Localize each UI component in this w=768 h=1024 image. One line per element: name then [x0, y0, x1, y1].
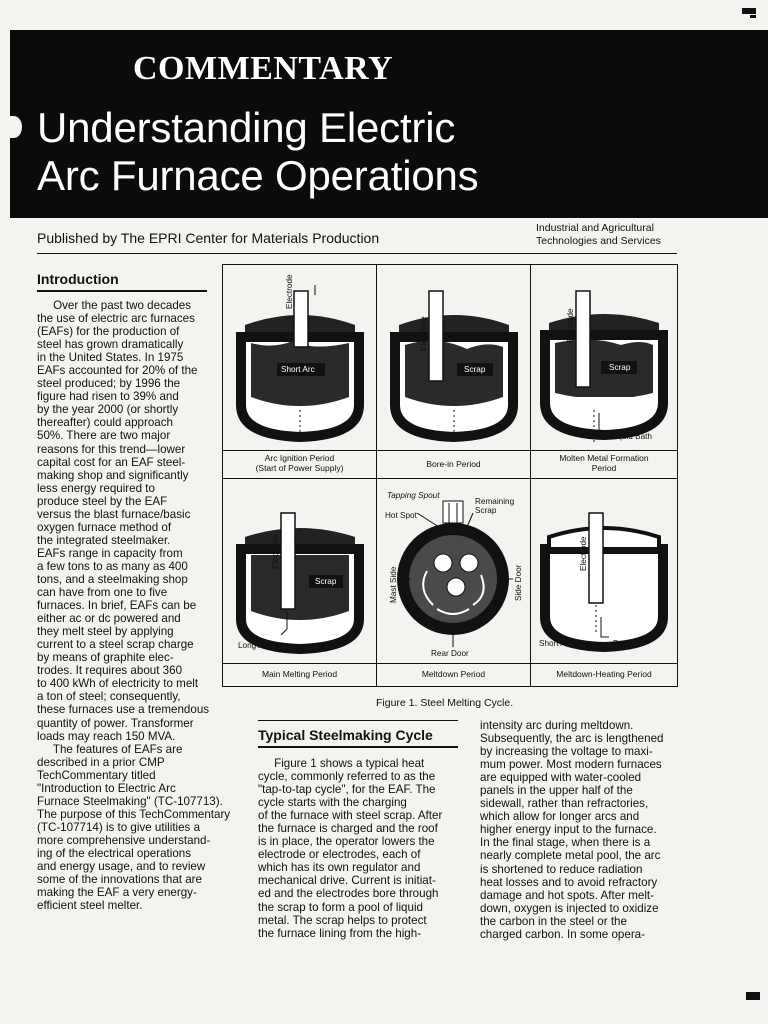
division-name: [536, 222, 661, 248]
panel-6-caption: Meltdown-Heating Period: [556, 669, 652, 679]
figure-panel-arc-ignition: [223, 265, 377, 479]
panel-1-short-arc-label: Short Arc: [281, 365, 315, 374]
panel-2-caption: Bore-in Period: [426, 459, 481, 469]
figure-panel-meltdown: [377, 479, 531, 686]
panel-6-caption-rule: [531, 663, 677, 664]
division-line-1: Industrial and Agricultural: [536, 222, 654, 234]
title-banner: [10, 30, 768, 218]
introduction-text: Over the past two decades the use of electric arc furnaces (EAFs) for the production of steel has grown dramatically in the United States. In 1975 EAFs accounted for 20% of the steel produced; by 1996 the figure had risen to 39% and by the year 2000 (or shortly thereafter) could approach 50%. There are two major reasons for this trend—lower capital cost for an EAF steel- making shop and significantly less energy required to produce steel by the EAF versus the blast furnace/basic oxygen furnace method of the integrated steelmaker. EAFs range in capacity from a few tons to as many as 400 tons, and a steelmaking shop can have from one to five furnaces. In brief, EAFs can be either ac or dc powered and they melt steel by applying current to a steel scrap charge by means of graphite elec- trodes. It requires about 360 to 400 kWh of electricity to melt a ton of steel; consequently, these furnaces use a tremendous quantity of power. Transformer loads may reach 150 MVA. The features of EAFs are described in a prior CMP TechCommentary titled "Introduction to Electric Arc Furnace Steelmaking" (TC-107713). The purpose of this TechCommentary (TC-107714) is to give utilities a more comprehensive understand- ing of the electrical operations and energy usage, and to review some of the innovations that are making the EAF a very energy- efficient steel melter.: [37, 299, 231, 913]
title-line-2: Arc Furnace Operations: [37, 152, 479, 199]
registration-mark-top-small: [750, 15, 756, 18]
panel-3-scrap-label: Scrap: [609, 363, 631, 372]
typical-cycle-top-rule: [258, 720, 458, 721]
figure-panel-molten-metal: [531, 265, 677, 479]
panel-4-long-arc-label: Long Arc: [238, 641, 271, 650]
panel-3-electrode-label: Electrode: [566, 308, 575, 343]
furnace-diagram-3: [531, 265, 677, 479]
figure-panel-meltdown-heating: [531, 479, 677, 686]
panel-5-rear-door-label: Rear Door: [431, 649, 469, 658]
panel-5-caption: Meltdown Period: [421, 669, 486, 679]
typical-cycle-text-col3: intensity arc during meltdown. Subsequently, the arc is lengthened by increasing the voltage to maxi- mum power. Most modern furnaces are equipped with water-cooled panels in the upper half of the sidewall, rather than refractories, which allow for longer arcs and higher energy input to the furnace. In the final stage, when there is a nearly complete metal pool, the arc is shortened to reduce radiation heat losses and to avoid refractory damage and hot spots. After melt- down, oxygen is injected to oxidize the carbon in the steel or the charged carbon. In some opera-: [480, 719, 664, 941]
panel-6-electrode-label: Electrode: [579, 536, 588, 571]
registration-mark-top: [742, 8, 756, 14]
panel-5-tapping-spout-label: Tapping Spout: [387, 491, 440, 500]
panel-1-electrode-label: Electrode: [285, 274, 294, 309]
panel-1-caption: Arc Ignition Period (Start of Power Supply): [255, 453, 344, 473]
panel-3-caption-rule: [531, 450, 677, 451]
introduction-heading: Introduction: [37, 271, 119, 287]
page-title: [37, 104, 478, 200]
furnace-diagram-4: [223, 479, 377, 686]
panel-1-caption-rule: [223, 450, 376, 451]
typical-cycle-text: Figure 1 shows a typical heat cycle, commonly referred to as the "tap-to-tap cycle", for the EAF. The cycle starts with the charging of the furnace with steel scrap. After the furnace is charged and the roof is in place, the operator lowers the electrode or electrodes, each of which has its own regulator and mechanical drive. Current is initiat- ed and the electrodes bore through the scrap to form a pool of liquid metal. The scrap helps to protect the furnace lining from the high-: [258, 757, 443, 940]
panel-2-caption-rule: [377, 450, 530, 451]
division-line-2: Technologies and Services: [536, 235, 661, 247]
furnace-diagram-2: [377, 265, 531, 479]
panel-3-caption: Molten Metal Formation Period: [559, 453, 649, 473]
panel-4-electrode-label: Electrode: [271, 534, 280, 569]
furnace-diagram-6: [531, 479, 677, 686]
panel-3-liquid-bath-label: Liquid Bath: [611, 432, 652, 441]
panel-4-caption: Main Melting Period: [261, 669, 338, 679]
panel-6-bath-label: Bath: [613, 639, 630, 648]
header-rule: [37, 253, 677, 254]
figure-panel-main-melting: [223, 479, 377, 686]
publisher-line: Published by The EPRI Center for Materials Production: [37, 230, 380, 246]
panel-5-remaining-scrap-label: Remaining Scrap: [475, 497, 515, 515]
typical-cycle-rule: [258, 746, 458, 748]
registration-mark-bottom: [746, 992, 760, 1000]
title-line-1: Understanding Electric: [37, 104, 456, 151]
introduction-rule: [37, 290, 207, 292]
typical-cycle-heading: Typical Steelmaking Cycle: [258, 727, 433, 743]
panel-5-mast-side-label: Mast Side: [389, 566, 398, 603]
figure-panel-bore-in: [377, 265, 531, 479]
panel-5-side-door-label: Side Door: [514, 564, 523, 601]
bullet-marker: [6, 116, 22, 138]
panel-5-caption-rule: [377, 663, 530, 664]
panel-2-electrode-label: Electrode: [419, 316, 428, 351]
commentary-kicker: COMMENTARY: [133, 50, 394, 87]
figure-caption: Figure 1. Steel Melting Cycle.: [376, 697, 514, 709]
steel-melting-cycle-figure: [222, 264, 678, 687]
panel-5-hot-spot-label: Hot Spot: [385, 511, 417, 520]
panel-4-caption-rule: [223, 663, 376, 664]
panel-6-short-arc-label: Short Arc: [539, 639, 573, 648]
panel-2-scrap-label: Scrap: [464, 365, 486, 374]
panel-4-scrap-label: Scrap: [315, 577, 337, 586]
figure-grid-line: [223, 478, 677, 479]
